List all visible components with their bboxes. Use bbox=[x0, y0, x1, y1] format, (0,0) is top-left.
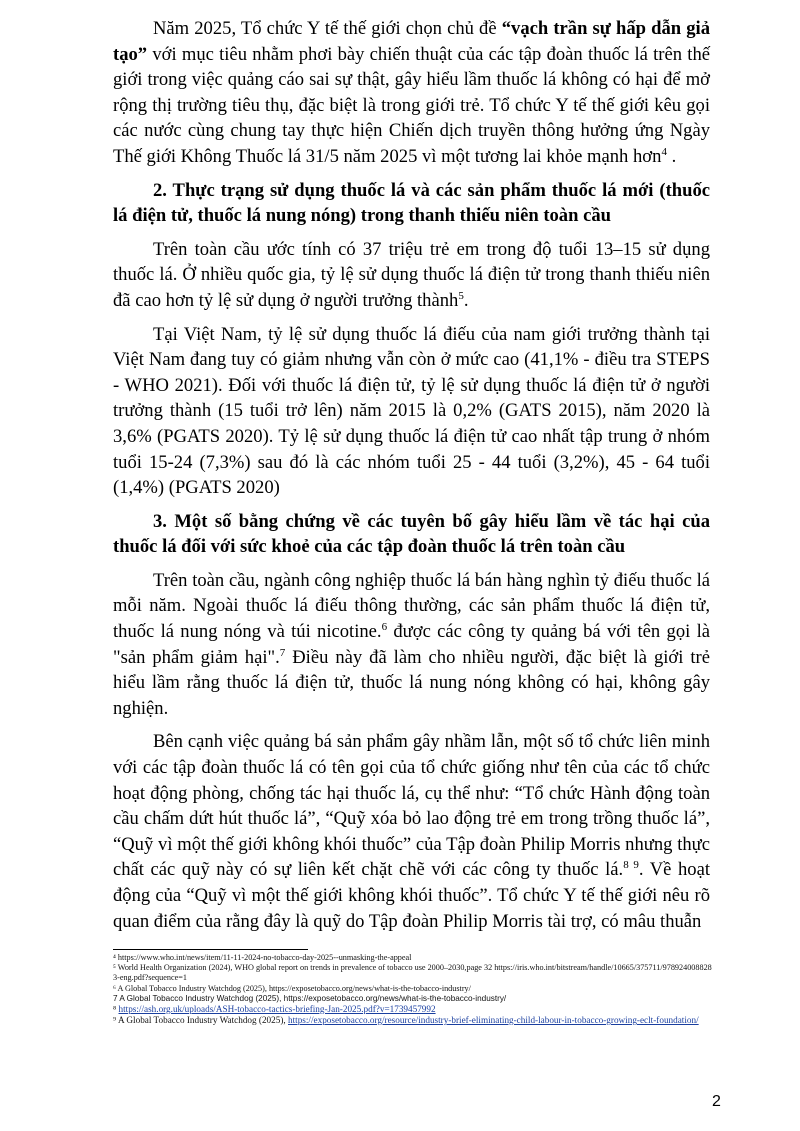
footnote-ref-4[interactable]: 4 bbox=[661, 145, 667, 158]
footnote-8-link[interactable]: https://ash.org.uk/uploads/ASH-tobacco-tactics-briefing-Jan-2025.pdf?v=1739457992 bbox=[118, 1004, 436, 1015]
paragraph-text: Năm 2025, Tổ chức Y tế thế giới chọn chủ đề bbox=[153, 18, 502, 39]
footnote-ref-5[interactable]: 5 bbox=[458, 289, 464, 302]
footnote-9 bbox=[113, 1015, 713, 1026]
body-text bbox=[113, 16, 710, 942]
paragraph-text: Bên cạnh việc quảng bá sản phẩm gây nhầm lẫn, một số tổ chức liên minh với các tập đoàn thuốc lá có tên gọi của tổ chức giống như tên của các tổ chức hoạt động phòng, chống tác hại thuốc lá, cụ thể như: “Tổ chức Hành động toàn cầu chấm dứt hút thuốc lá”, “Quỹ xóa bỏ lao động trẻ em trong trồng thuốc lá”, “Quỹ vì một thế giới không khói thuốc” của Tập đoàn Philip Morris nhưng thực chất các quỹ này có sự liên kết chặt chẽ với các công ty thuốc lá. bbox=[113, 731, 710, 881]
footnote-ref-7[interactable]: 7 bbox=[279, 646, 286, 659]
paragraph-text: . bbox=[463, 289, 469, 311]
footnote-6: ⁶ A Global Tobacco Industry Watchdog (2025), https://exposetobacco.org/news/what-is-the-tobacco-industry/ bbox=[113, 983, 471, 993]
paragraph-industry-sales bbox=[113, 568, 710, 722]
paragraph-front-groups bbox=[113, 729, 710, 934]
footnote-5: ⁵ World Health Organization (2024), WHO global report on trends in prevalence of tobacco use 2000–2030,page 32 https://iris.who.int/bitstream/handle/10665/375711/9789240088283-eng.pdf?sequence=1 bbox=[113, 963, 712, 983]
footnote-text: ⁹ A Global Tobacco Industry Watchdog (2025), bbox=[113, 1015, 288, 1026]
paragraph-text: với mục tiêu nhằm phơi bày chiến thuật của các tập đoàn thuốc lá trên thế giới trong việc quảng cáo sai sự thật, gây hiểu lầm thuốc lá không có hại để mở rộng thị trường tiêu thụ, đặc biệt là trong giới trẻ. Tổ chức Y tế thế giới kêu gọi các nước cùng chung tay thực hiện Chiến dịch truyền thông hưởng ứng Ngày Thế giới Không Thuốc lá 31/5 năm 2025 vì một tương lai khỏe mạnh hơn bbox=[113, 43, 710, 167]
paragraph-global-youth bbox=[113, 237, 710, 314]
footnotes bbox=[113, 949, 713, 1026]
theme-bold: “vạch trần sự hấp dẫn giả tạo” bbox=[113, 18, 711, 65]
footnote-4: ⁴ https://www.who.int/news/item/11-11-2024-no-tobacco-day-2025--unmasking-the-appeal bbox=[113, 953, 412, 962]
paragraph-vietnam-stats: Tại Việt Nam, tỷ lệ sử dụng thuốc lá điếu của nam giới trưởng thành tại Việt Nam đang tuy có giảm nhưng vẫn còn ở mức cao (41,1% - điều tra STEPS - WHO 2021). Đối với thuốc lá điện tử, tỷ lệ sử dụng thuốc lá điện tử ở người trưởng thành (15 tuổi trở lên) năm 2015 là 0,2% (GATS 2015), năm 2020 là 3,6% (PGATS 2020). Tỷ lệ sử dụng thuốc lá điện tử cao nhất tập trung ở nhóm tuổi 15-24 (7,3%) sau đó là các nhóm tuổi 25 - 44 tuổi (3,2%), 45 - 64 tuổi (1,4%) (PGATS 2020) bbox=[113, 323, 710, 499]
page-number: 2 bbox=[712, 1093, 721, 1110]
footnote-ref-8-9[interactable]: 8 9 bbox=[623, 859, 639, 872]
paragraph-text: Trên toàn cầu, ngành công nghiệp thuốc lá bán hàng nghìn tỷ điếu thuốc lá mỗi năm. Ngoài thuốc lá điếu thông thường, các sản phẩm thuốc lá điện tử, thuốc lá nung nóng và túi nicotine. bbox=[113, 569, 710, 643]
paragraph-text: Trên toàn cầu ước tính có 37 triệu trẻ em trong độ tuổi 13–15 sử dụng thuốc lá. Ở nhiều quốc gia, tỷ lệ sử dụng thuốc lá điện tử trong thanh thiếu niên đã cao hơn tỷ lệ sử dụng ở người trưởng thành bbox=[113, 238, 710, 311]
paragraph-text: . bbox=[666, 145, 677, 167]
footnote-separator bbox=[113, 949, 308, 950]
footnote-ref-6[interactable]: 6 bbox=[381, 620, 388, 633]
heading-section-3: 3. Một số bằng chứng về các tuyên bố gây hiểu lầm về tác hại của thuốc lá đối với sức khoẻ của các tập đoàn thuốc lá trên toàn cầu bbox=[113, 510, 710, 558]
footnote-9-link[interactable]: https://exposetobacco.org/resource/industry-brief-eliminating-child-labour-in-tobacco-growing-eclt-foundation/ bbox=[288, 1015, 699, 1026]
footnote-number: ⁸ bbox=[113, 1004, 119, 1015]
footnote-8 bbox=[113, 1004, 713, 1015]
heading-section-2: 2. Thực trạng sử dụng thuốc lá và các sản phẩm thuốc lá mới (thuốc lá điện tử, thuốc lá nung nóng) trong thanh thiếu niên toàn cầu bbox=[113, 179, 710, 227]
paragraph-text: . Về hoạt động của “Quỹ vì một thế giới không khói thuốc”. Tổ chức Y tế thế giới nêu rõ quan điểm của rằng đây là quỹ do Tập đoàn Philip Morris tài trợ, có mâu thuẫn bbox=[113, 859, 710, 932]
paragraph-text: Điều này đã làm cho nhiều người, đặc biệt là giới trẻ hiểu lầm rằng thuốc lá điện tử, thuốc lá nung nóng không có hại, không gây nghiện. bbox=[113, 646, 711, 719]
paragraph-text: được các công ty quảng bá với tên gọi là "sản phẩm giảm hại". bbox=[113, 621, 710, 668]
footnote-7: 7 A Global Tobacco Industry Watchdog (2025), https://exposetobacco.org/news/what-is-the-tobacco-industry/ bbox=[113, 993, 507, 1003]
paragraph-wntd-2025 bbox=[113, 16, 710, 170]
